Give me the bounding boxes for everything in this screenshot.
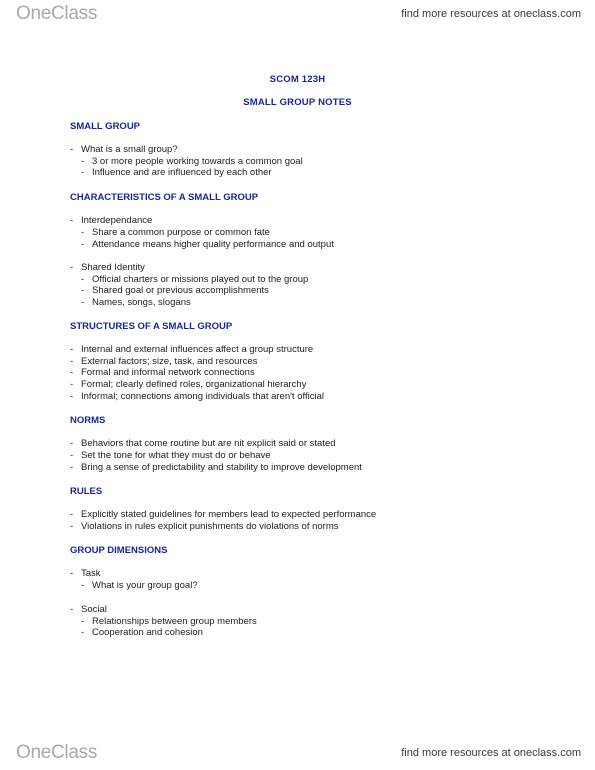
list-item-text: Violations in rules explicit punishments do violations of norms [81, 521, 339, 532]
page-footer [0, 738, 595, 768]
list-item-text: Formal and informal network connections [81, 367, 255, 378]
list-item: - Interdependance [70, 215, 153, 226]
list-item: - Shared Identity [70, 262, 145, 273]
list-item-text: Share a common purpose or common fate [92, 227, 270, 238]
oneclass-logo[interactable] [16, 742, 97, 764]
list-item: - Formal and informal network connections [70, 367, 255, 378]
list-item-text: Behaviors that come routine but are nit explicit said or stated [81, 438, 336, 449]
list-item: - External factors; size, task, and resources [70, 356, 258, 367]
list-item-text: Explicitly stated guidelines for members lead to expected performance [81, 509, 377, 520]
list-item-text: Cooperation and cohesion [92, 627, 203, 638]
list-item: - Share a common purpose or common fate [81, 227, 270, 238]
list-item-text: What is a small group? [81, 144, 178, 155]
list-item: - What is a small group? [70, 144, 178, 155]
list-item-text: Shared Identity [81, 262, 145, 273]
list-item-text: 3 or more people working towards a common goal [92, 156, 303, 167]
list-item: - Explicitly stated guidelines for members lead to expected performance [70, 509, 377, 520]
list-item-text: Bring a sense of predictability and stability to improve development [81, 462, 362, 473]
resources-link[interactable]: find more resources at oneclass.com [401, 8, 581, 20]
list-item: - Formal; clearly defined roles, organizational hierarchy [70, 379, 307, 390]
list-item: - Task [70, 568, 101, 579]
list-item-text: External factors; size, task, and resources [81, 356, 258, 367]
section-heading-small-group: SMALL GROUP [70, 121, 141, 132]
list-item: - Behaviors that come routine but are nit explicit said or stated [70, 438, 336, 449]
course-code: SCOM 123H [269, 74, 326, 85]
list-item: - Influence and are influenced by each other [81, 167, 272, 178]
resources-link[interactable]: find more resources at oneclass.com [401, 747, 581, 759]
list-item-text: What is your group goal? [92, 580, 198, 591]
list-item: - Shared goal or previous accomplishments [81, 285, 269, 296]
list-item-text: Shared goal or previous accomplishments [92, 285, 269, 296]
list-item: - Set the tone for what they must do or behave [70, 450, 271, 461]
list-item: - Relationships between group members [81, 616, 257, 627]
list-item-text: Formal; clearly defined roles, organizational hierarchy [81, 379, 307, 390]
section-heading-group-dimensions: GROUP DIMENSIONS [70, 545, 168, 556]
list-item-text: Set the tone for what they must do or behave [81, 450, 271, 461]
list-item: - What is your group goal? [81, 580, 198, 591]
list-item-text: Influence and are influenced by each other [92, 167, 272, 178]
list-item: - Official charters or missions played out to the group [81, 274, 309, 285]
section-heading-structures: STRUCTURES OF A SMALL GROUP [70, 321, 233, 332]
list-item: - 3 or more people working towards a common goal [81, 156, 303, 167]
list-item-text: Internal and external influences affect a group structure [81, 344, 314, 355]
list-item-text: Interdependance [81, 215, 153, 226]
section-heading-rules: RULES [70, 486, 103, 497]
document-title: SMALL GROUP NOTES [243, 97, 352, 108]
section-heading-characteristics: CHARACTERISTICS OF A SMALL GROUP [70, 192, 259, 203]
section-heading-norms: NORMS [70, 415, 106, 426]
list-item-text: Social [81, 604, 107, 615]
list-item-text: Task [81, 568, 101, 579]
list-item-text: Relationships between group members [92, 616, 257, 627]
logo-text: OneClass [16, 742, 98, 763]
logo-text: OneClass [16, 3, 98, 24]
list-item: - Violations in rules explicit punishments do violations of norms [70, 521, 339, 532]
list-item: - Social [70, 604, 107, 615]
list-item-text: Official charters or missions played out to the group [92, 274, 309, 285]
list-item: - Bring a sense of predictability and stability to improve development [70, 462, 362, 473]
list-item-text: Informal; connections among individuals that aren't official [81, 391, 324, 402]
list-item: - Attendance means higher quality performance and output [81, 239, 334, 250]
list-item: - Cooperation and cohesion [81, 627, 203, 638]
list-item-text: Names, songs, slogans [92, 297, 191, 308]
list-item: - Informal; connections among individuals that aren't official [70, 391, 324, 402]
list-item-text: Attendance means higher quality performance and output [92, 239, 334, 250]
list-item: - Names, songs, slogans [81, 297, 191, 308]
list-item: - Internal and external influences affect a group structure [70, 344, 314, 355]
